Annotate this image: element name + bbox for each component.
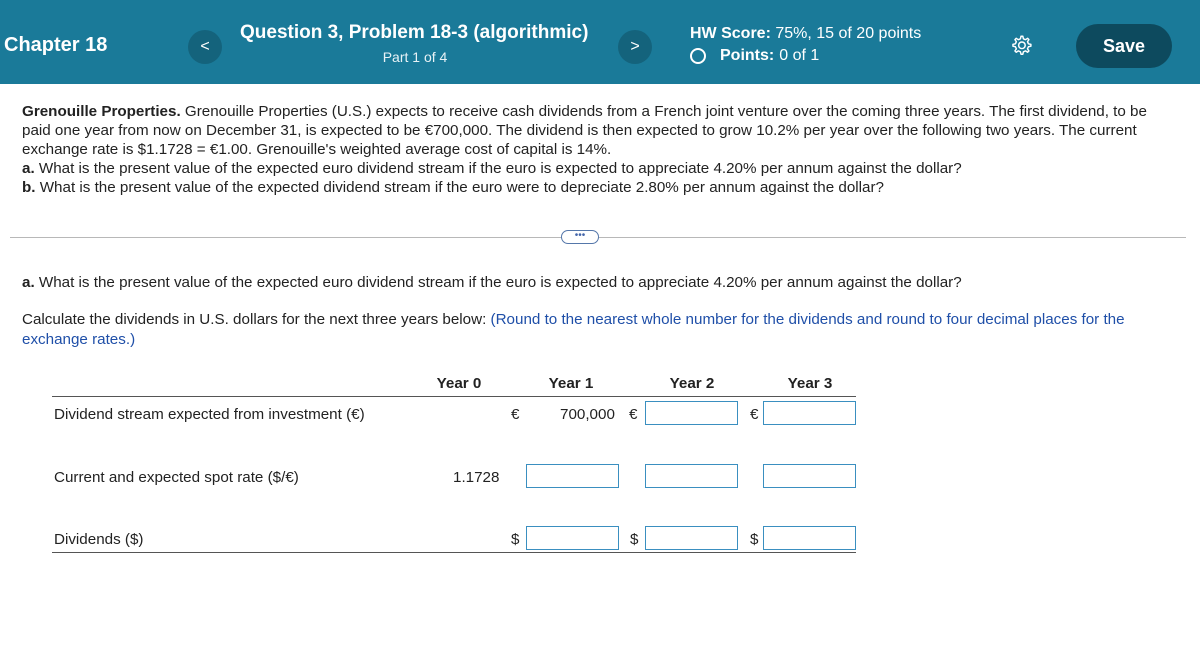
problem-a-text: What is the present value of the expected euro dividend stream if the euro is expected to appreciate 4.20% per annum against the dollar?: [34, 160, 962, 177]
hw-score-value: 75%, 15 of 20 points: [775, 25, 922, 42]
gear-icon[interactable]: [1010, 34, 1032, 56]
points-value: 0 of 1: [779, 47, 820, 64]
col-header-year-2: Year 2: [669, 375, 715, 392]
dividend-year-1-value: 700,000: [560, 406, 615, 423]
dividends-usd-year-0-input[interactable]: [526, 526, 619, 550]
question-a-label: a.: [22, 274, 35, 291]
dividends-usd-year-2-input[interactable]: [763, 526, 856, 550]
rounding-hint: (Round to the nearest whole number for the dividends and round to four decimal places for the exchange rates.): [22, 311, 1125, 348]
col-header-year-3: Year 3: [787, 375, 833, 392]
table-top-rule: [52, 396, 856, 397]
row-label-spot-rate: Current and expected spot rate ($/€): [54, 469, 299, 486]
spot-rate-year-0-value: 1.1728: [453, 469, 500, 486]
current-question: [22, 274, 962, 291]
expand-more-button[interactable]: •••: [561, 230, 599, 244]
table-bottom-rule: [52, 552, 856, 553]
euro-symbol: €: [511, 406, 520, 423]
question-a-text: What is the present value of the expected euro dividend stream if the euro is expected to appreciate 4.20% per annum against the dollar?: [34, 274, 962, 291]
euro-symbol: €: [629, 406, 638, 423]
col-header-year-0: Year 0: [436, 375, 482, 392]
dollar-symbol: $: [750, 531, 759, 548]
row-label-dividends-usd: Dividends ($): [54, 531, 144, 548]
instructions: [22, 310, 1182, 350]
problem-statement: [22, 102, 1172, 197]
problem-a-label: a.: [22, 160, 35, 177]
points-status: [690, 47, 819, 65]
problem-part-b: [22, 178, 1172, 197]
next-question-button[interactable]: >: [618, 30, 652, 64]
problem-body: Grenouille Properties (U.S.) expects to receive cash dividends from a French joint venture over the coming three years. The first dividend, to be paid one year from now on December 31, is expected to be €700,000. The dividend is then expected to grow 10.2% per year over the following two years. The current exchange rate is $1.1728 = €1.00. Grenouille's weighted average cost of capital is 14%.: [22, 103, 1147, 158]
spot-rate-year-2-input[interactable]: [645, 464, 738, 488]
spot-rate-year-3-input[interactable]: [763, 464, 856, 488]
dollar-symbol: $: [630, 531, 639, 548]
hw-score-label: HW Score:: [690, 25, 771, 42]
euro-symbol: €: [750, 406, 759, 423]
problem-lead: Grenouille Properties.: [22, 103, 181, 120]
question-title: Question 3, Problem 18-3 (algorithmic): [240, 22, 589, 43]
points-label: Points:: [720, 47, 775, 64]
dividend-eur-year-2-input[interactable]: [645, 401, 738, 425]
row-label-dividend-eur: Dividend stream expected from investment (€): [54, 406, 365, 423]
dividends-usd-year-1-input[interactable]: [645, 526, 738, 550]
hw-score: [690, 25, 921, 43]
problem-b-text: What is the present value of the expected dividend stream if the euro were to depreciate 2.80% per annum against the dollar?: [35, 179, 884, 196]
spot-rate-year-1-input[interactable]: [526, 464, 619, 488]
previous-question-button[interactable]: <: [188, 30, 222, 64]
problem-b-label: b.: [22, 179, 36, 196]
instruction-text: Calculate the dividends in U.S. dollars for the next three years below:: [22, 311, 491, 328]
dividend-eur-year-3-input[interactable]: [763, 401, 856, 425]
problem-paragraph: [22, 102, 1172, 159]
question-part: Part 1 of 4: [382, 49, 448, 65]
col-header-year-1: Year 1: [548, 375, 594, 392]
dollar-symbol: $: [511, 531, 520, 548]
chapter-title[interactable]: Chapter 18: [4, 34, 108, 56]
save-button[interactable]: Save: [1076, 24, 1172, 68]
incomplete-circle-icon: [690, 48, 706, 64]
top-bar: [0, 0, 1200, 84]
problem-part-a: [22, 159, 1172, 178]
